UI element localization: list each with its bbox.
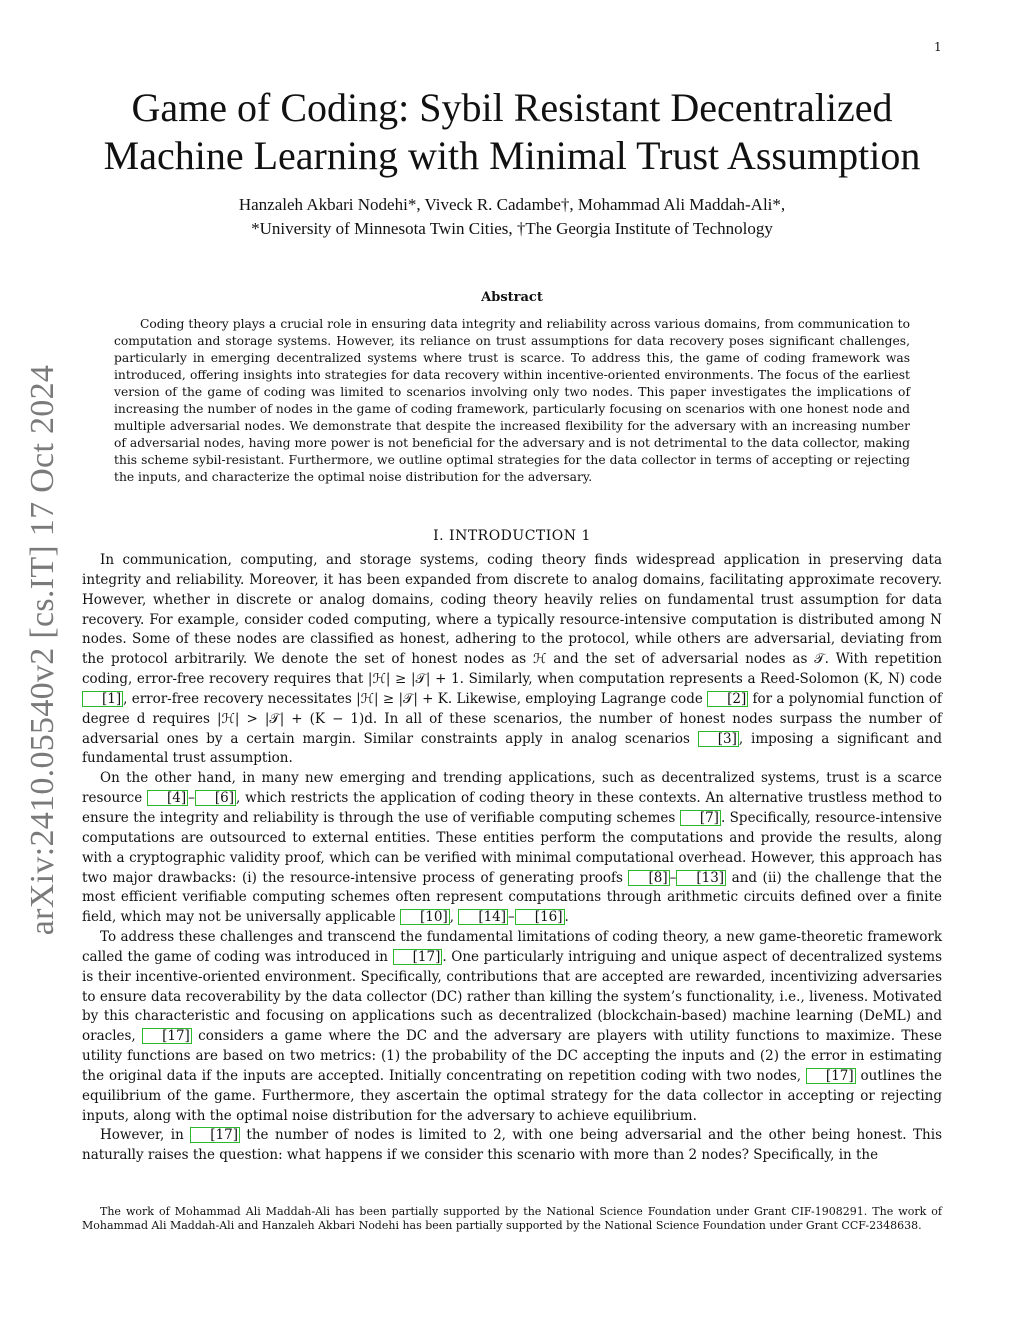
title-line-1: Game of Coding: Sybil Resistant Decentralized <box>131 85 893 130</box>
funding-footnote: The work of Mohammad Ali Maddah-Ali has been partially supported by the National Science Foundation under Grant CIF-1908291. The work of Mohammad Ali Maddah-Ali and Hanzaleh Akbari Nodehi has been partially supported by the National Science Foundation under Grant CCF-2348638. <box>82 1205 942 1232</box>
citation-link[interactable]: [10] <box>400 909 450 925</box>
page-number: 1 <box>934 40 942 54</box>
introduction-body <box>82 551 942 1166</box>
citation-link[interactable]: [2] <box>707 691 748 707</box>
citation-link[interactable]: [17] <box>142 1028 192 1044</box>
author-block <box>110 193 914 241</box>
citation-link[interactable]: [7] <box>680 810 721 826</box>
citation-link[interactable]: [14] <box>458 909 508 925</box>
paper-title <box>60 84 964 180</box>
title-line-2: Machine Learning with Minimal Trust Assumption <box>103 133 921 178</box>
intro-paragraph-4: However, in [17] the number of nodes is limited to 2, with one being adversarial and the other being honest. This naturally raises the question: what happens if we consider this scenario with more than 2 nodes? Specifically, in the <box>82 1127 942 1164</box>
citation-link[interactable]: [8] <box>628 870 669 886</box>
citation-link[interactable]: [3] <box>698 731 739 747</box>
abstract-heading: Abstract <box>481 290 543 305</box>
intro-paragraph-3: To address these challenges and transcend the fundamental limitations of coding theory, a new game-theoretic framework called the game of coding was introduced in [17] . One particularly intriguing and unique aspect of decentralized systems is their incentive-oriented environment. Specifically, contributions that are accepted are rewarded, incentivizing adversaries to ensure data recoverability by the data collector (DC) rather than killing the system’s functionality, i.e., liveness. Motivated by this characteristic and focusing on applications such as decentralized (blockchain-based) machine learning (DeML) and oracles, [17] considers a game where the DC and the adversary are players with utility functions to maximize. These utility functions are based on two metrics: (1) the probability of the DC accepting the inputs and (2) the error in estimating the original data if the inputs are accepted. Initially concentrating on repetition coding with two nodes, [17] outlines the equilibrium of the game. Furthermore, they ascertain the optimal strategy for the data collector in accepting or rejecting inputs, along with the optimal noise distribution for the adversary to achieve equilibrium. <box>82 929 943 1124</box>
citation-link[interactable]: [1] <box>82 691 123 707</box>
abstract-text: Coding theory plays a crucial role in ensuring data integrity and reliability across various domains, from communication to computation and storage systems. However, its reliance on trust assumptions for data recovery poses significant challenges, particularly in emerging decentralized systems where trust is scarce. To address this, the game of coding framework was introduced, offering insights into strategies for data recovery within incentive-oriented environments. The focus of the earliest version of the game of coding was limited to scenarios involving only two nodes. This paper investigates the implications of increasing the number of nodes in the game of coding framework, particularly focusing on scenarios with one honest node and multiple adversarial nodes. We demonstrate that despite the increased flexibility for the adversary with an increasing number of adversarial nodes, having more power is not beneficial for the adversary and is not detrimental to the data collector, making this scheme sybil-resistant. Furthermore, we outline optimal strategies for the data collector in terms of accepting or rejecting the inputs, and characterize the optimal noise distribution for the adversary. <box>114 317 910 484</box>
authors-line: Hanzaleh Akbari Nodehi*, Viveck R. Cadambe†, Mohammad Ali Maddah-Ali*, <box>238 195 786 214</box>
citation-link[interactable]: [17] <box>393 949 443 965</box>
intro-paragraph-1: In communication, computing, and storage systems, coding theory finds widespread application in preserving data integrity and reliability. Moreover, it has been expanded from discrete to analog domains, facilitating approximate recovery. However, whether in discrete or analog domains, coding theory heavily relies on fundamental trust assumption for data recovery. For example, consider coded computing, where a typically resource-intensive computation is distributed among N nodes. Some of these nodes are classified as honest, adhering to the protocol, while others are adversarial, deviating from the protocol arbitrarily. We denote the set of honest nodes as ℋ and the set of adversarial nodes as 𝒯. With repetition coding, error-free recovery requires that |ℋ| ≥ |𝒯| + 1. Similarly, when computation represents a Reed-Solomon (K, N) code [1] , error-free recovery necessitates |ℋ| ≥ |𝒯| + K. Likewise, employing Lagrange code [2] for a polynomial function of degree d requires |ℋ| > |𝒯| + (K − 1)d. In all of these scenarios, the number of honest nodes surpass the number of adversarial ones by a certain margin. Similar constraints apply in analog scenarios [3] , imposing a significant and fundamental trust assumption. <box>82 552 942 767</box>
affiliations-line: *University of Minnesota Twin Cities, †The Georgia Institute of Technology <box>251 219 773 238</box>
intro-paragraph-2: On the other hand, in many new emerging and trending applications, such as decentralized systems, trust is a scarce resource [4] – [6] , which restricts the application of coding theory in these contexts. An alternative trustless method to ensure the integrity and reliability is through the use of verifiable computing schemes [7] . Specifically, resource-intensive computations are outsourced to external entities. These entities perform the computations and provide the results, along with a cryptographic validity proof, which can be verified with minimal computational overhead. However, this approach has two major drawbacks: (i) the resource-intensive process of generating proofs [8] – [13] and (ii) the challenge that the most efficient verifiable computing schemes often represent computations through arithmetic circuits defined over a finite field, which may not be universally applicable [10] , [14] – [16] . <box>82 770 943 926</box>
arxiv-stamp <box>20 364 66 936</box>
citation-link[interactable]: [17] <box>190 1127 240 1143</box>
citation-link[interactable]: [17] <box>806 1068 856 1084</box>
citation-link[interactable]: [6] <box>195 790 236 806</box>
citation-link[interactable]: [16] <box>515 909 565 925</box>
arxiv-stamp-text: arXiv:2410.05540v2 [cs.IT] 17 Oct 2024 <box>24 364 61 936</box>
citation-link[interactable]: [4] <box>147 790 188 806</box>
section-heading: I. INTRODUCTION 1 <box>433 528 591 544</box>
citation-link[interactable]: [13] <box>676 870 726 886</box>
